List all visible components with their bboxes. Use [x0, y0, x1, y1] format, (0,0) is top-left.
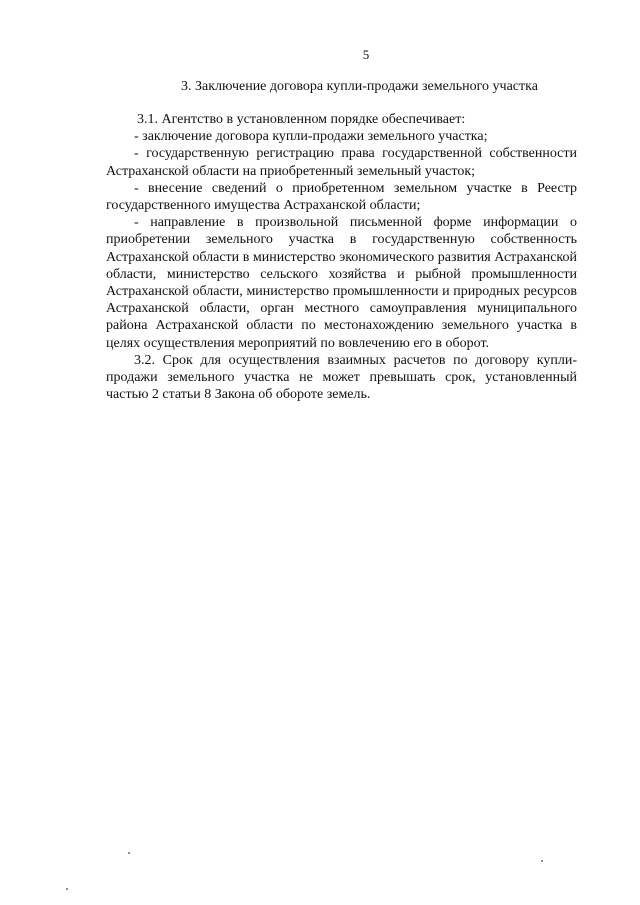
list-item-notification: - направление в произвольной письменной форме информации о приобретении земельного участка в государственную собственность Астраханской области в министерство экономического развития Астраханской области, министерство сельского хозяйства и рыбной промышленности Астраханской области, министерство промышленности и природных ресурсов Астраханской области, орган местного самоуправления муниципального района Астраханской области по местонахождению земельного участка в целях осуществления мероприятий по вовлечению его в оборот.: [106, 215, 577, 351]
paragraph-3-1: 3.1. Агентство в установленном порядке обеспечивает:: [137, 112, 466, 127]
list-item-registration: - государственную регистрацию права государственной собственности Астраханской области на приобретенный земельный участок;: [106, 146, 577, 179]
list-item-contract: - заключение договора купли-продажи земельного участка;: [134, 129, 488, 145]
page-number: 5: [362, 47, 370, 62]
scan-speck: [541, 860, 543, 862]
section-heading: 3. Заключение договора купли-продажи земельного участка: [181, 79, 538, 94]
paragraph-3-2: 3.2. Срок для осуществления взаимных расчетов по договору купли-продажи земельного участка не может превышать срок, установленный частью 2 статьи 8 Закона об обороте земель.: [106, 352, 577, 403]
list-item-registry: - внесение сведений о приобретенном земельном участке в Реестр государственного имущества Астраханской области;: [106, 180, 577, 214]
scan-speck: [66, 888, 68, 890]
section-body: [106, 111, 577, 403]
scan-speck: [128, 852, 130, 854]
